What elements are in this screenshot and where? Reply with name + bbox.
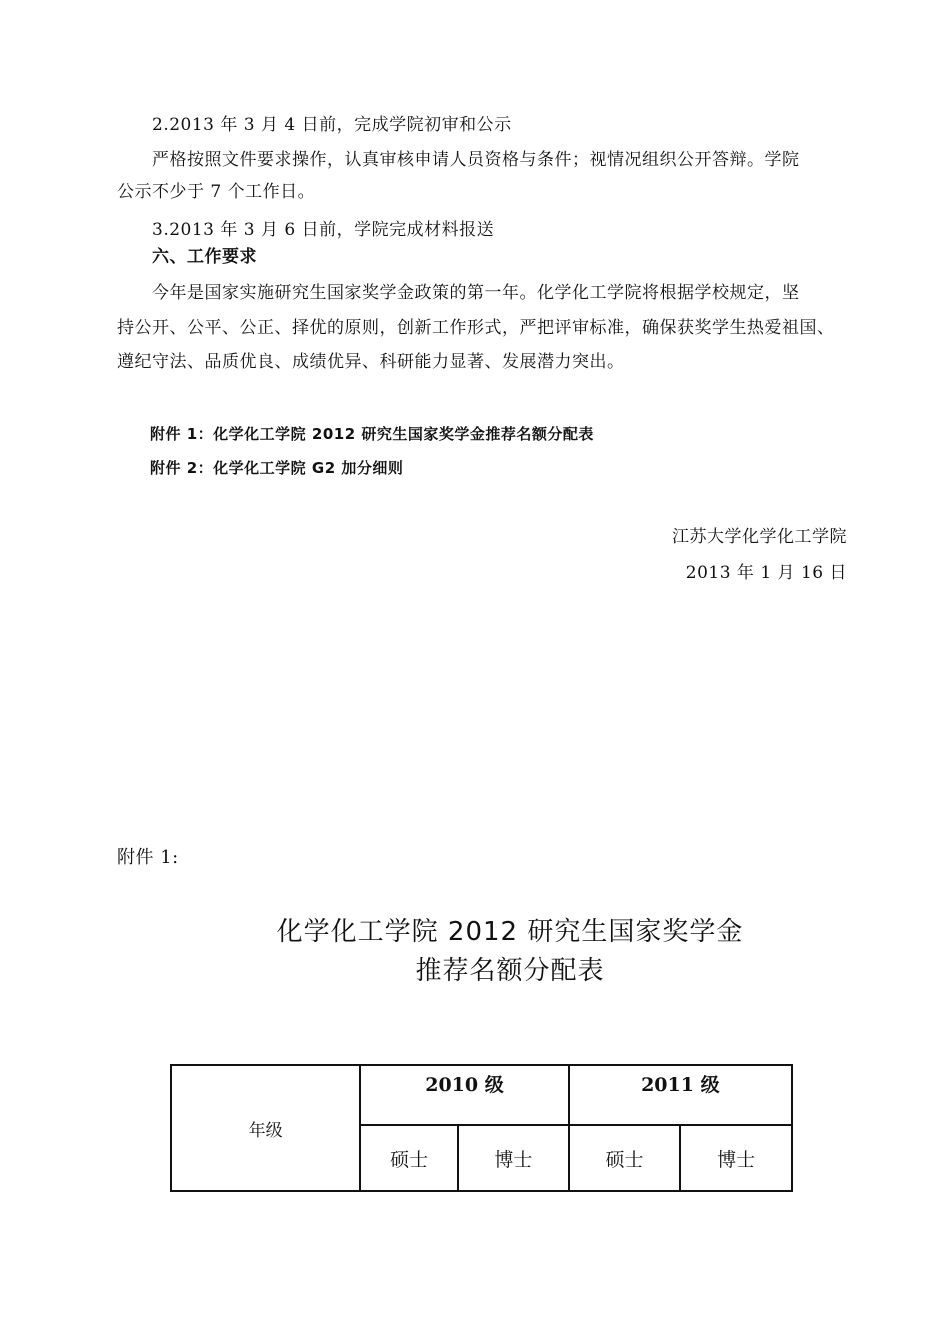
section6-line2: 持公开、公平、公正、择优的原则，创新工作形式，严把评审标准，确保获奖学生热爱祖国、	[117, 318, 835, 338]
section6-line3: 遵纪守法、品质优良、成绩优异、科研能力显著、发展潜力突出。	[117, 352, 625, 372]
grade-header-cell: 年级	[171, 1065, 360, 1191]
step2-text-line2: 公示不少于 7 个工作日。	[117, 182, 316, 202]
subheader-2010-doctor: 博士	[458, 1125, 569, 1191]
group-2010-header: 2010 级	[360, 1065, 568, 1125]
signature-org: 江苏大学化学化工学院	[672, 527, 847, 547]
attachment1-link: 附件 1：化学化工学院 2012 研究生国家奖学金推荐名额分配表	[150, 425, 594, 443]
step2-heading: 2.2013 年 3 月 4 日前，完成学院初审和公示	[152, 115, 512, 135]
section6-line1: 今年是国家实施研究生国家奖学金政策的第一年。化学化工学院将根据学校规定，坚	[152, 283, 800, 303]
signature-date: 2013 年 1 月 16 日	[685, 563, 847, 583]
appendix-title-line1: 化学化工学院 2012 研究生国家奖学金	[276, 917, 744, 947]
subheader-2011-doctor: 博士	[680, 1125, 792, 1191]
step2-text-line1: 严格按照文件要求操作，认真审核申请人员资格与条件；视情况组织公开答辩。学院	[152, 150, 800, 170]
section6-heading: 六、工作要求	[152, 247, 257, 267]
appendix-label: 附件 1:	[117, 847, 179, 868]
quota-table	[170, 1064, 793, 1192]
table-row	[171, 1065, 792, 1125]
subheader-2010-master: 硕士	[360, 1125, 458, 1191]
subheader-2011-master: 硕士	[569, 1125, 681, 1191]
attachment2-link: 附件 2：化学化工学院 G2 加分细则	[150, 459, 404, 477]
group-2011-header: 2011 级	[569, 1065, 792, 1125]
appendix-title-line2: 推荐名额分配表	[415, 956, 605, 986]
step3-heading: 3.2013 年 3 月 6 日前，学院完成材料报送	[152, 220, 495, 240]
